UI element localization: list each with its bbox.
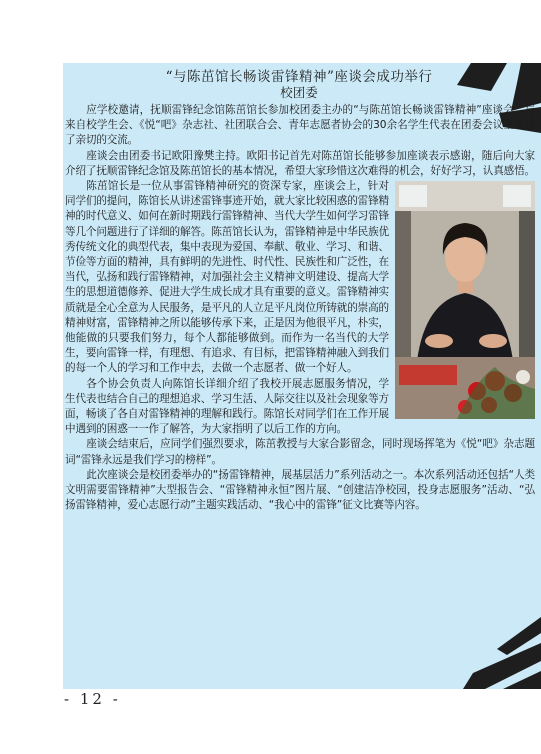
paragraph-6: 此次座谈会是校团委举办的“扬雷锋精神，展基层活力”系列活动之一。本次系列活动还包括“人类文明需要雷锋精神”大型报告会、“雷锋精神永恒”图片展、“创建洁净校园，投身志愿服务”活动、“弘扬雷锋精神，爱心志愿行动”主题实践活动、“我心中的雷锋”征文比赛等内容。: [65, 468, 535, 512]
article-body: [65, 103, 535, 513]
article-title: “与陈茁馆长畅谈雷锋精神”座谈会成功举行: [165, 69, 433, 85]
paragraph-2: 座谈会由团委书记欧阳豫樊主持。欧阳书记首先对陈茁馆长能够参加座谈表示感谢，随后向大家介绍了抚顺雷锋纪念馆及陈茁馆长的基本情况，希望大家珍惜这次难得的机会，好好学习，认真感悟。: [65, 149, 535, 177]
paragraph-1: 应学校邀请，抚顺雷锋纪念馆陈茁馆长参加校团委主办的“与陈茁馆长畅谈雷锋精神”座谈会，与来自校学生会、《悦“吧》杂志社、社团联合会、青年志愿者协会的30余名学生代表在团委会议室进行了亲切的交流。: [65, 104, 535, 147]
paragraph-4: 各个协会负责人向陈馆长详细介绍了我校开展志愿服务情况，学生代表也结合自己的理想追求、学习生活、人际交往以及社会现象等方面，畅谈了各自对雷锋精神的理解和践行。陈馆长对同学们在工作开展中遇到的困惑一一作了解答，为大家指明了以后工作的方向。: [65, 377, 389, 436]
article-author: 校团委: [280, 85, 318, 100]
paragraph-3: 陈茁馆长是一位从事雷锋精神研究的资深专家，座谈会上，针对同学们的提问，陈馆长从讲述雷锋事迹开始，就大家比较困惑的雷锋精神的时代意义、如何在新时期践行雷锋精神、当代大学生如何学习雷锋等几个问题进行了详细的解答。陈茁馆长认为，雷锋精神是中华民族优秀传统文化的典型代表，集中表现为爱国、奉献、敬业、学习、和谐、节俭等方面的精神，具有鲜明的先进性、时代性、民族性和广泛性，在当代，弘扬和践行雷锋精神，对加强社会主义精神文明建设、提高大学生的思想道德修养、促进大学生成长成才具有重要的意义。雷锋精神实质就是全心全意为人民服务，是平凡的人立足平凡岗位所铸就的崇高的精神财富，雷锋精神之所以能够传承下来，正是因为他很平凡，朴实，他能做的只要我们努力，每个人都能够做到。而作为一名当代的大学生，要向雷锋一样，有理想、有追求、有目标，把雷锋精神融入到我们的每一个人的学习和工作中去，去做一个志愿者、做一个好人。: [65, 180, 389, 375]
article-panel: [63, 63, 541, 689]
page-number: - 12 -: [64, 690, 121, 708]
decorative-stripes-bottom-right: [433, 603, 541, 689]
article-photo: [395, 181, 535, 419]
paragraph-5: 座谈会结束后，应同学们强烈要求，陈茁教授与大家合影留念，同时现场挥笔为《悦“吧》杂志题词“雷锋永远是我们学习的榜样”。: [65, 438, 535, 466]
